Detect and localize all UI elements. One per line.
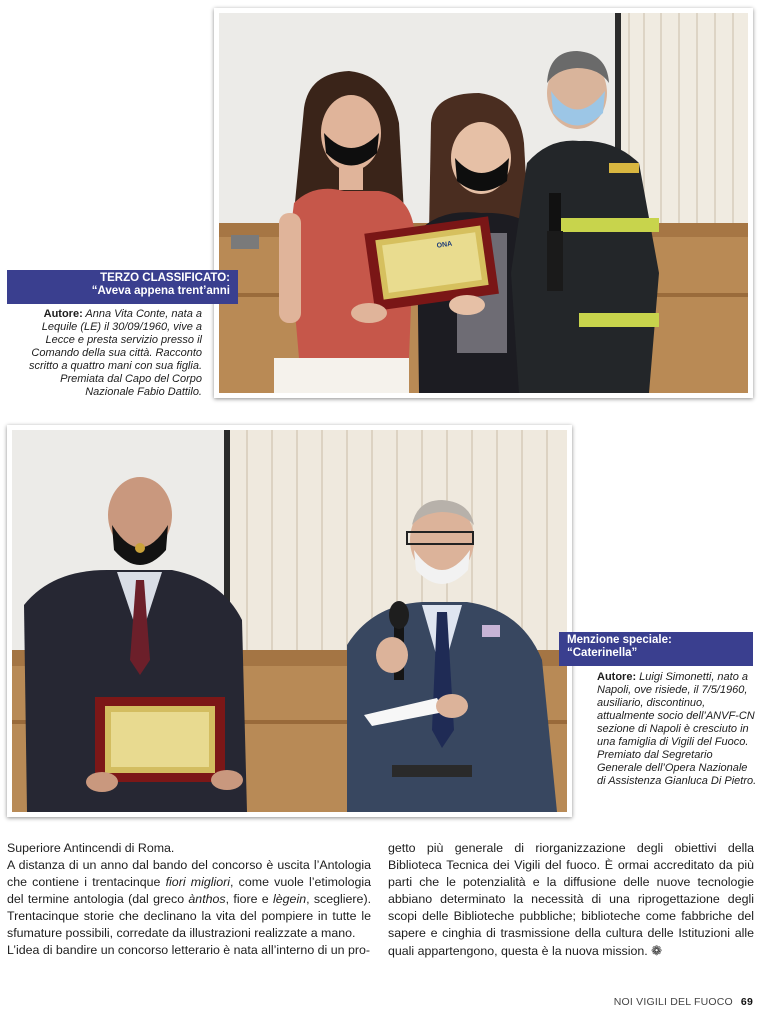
col1-p2-text-a: A distanza di un anno dal bando del concorso è uscita l’Antologia che contiene i trentacinque <box>7 858 371 889</box>
col1-p2-em-anthos: ànthos <box>188 892 226 906</box>
col1-p2-text-c: , fiore e <box>225 892 274 906</box>
caption-1-body: Anna Vita Conte, nata a Lequile (LE) il 30/09/1960, vive a Lecce e presta servizio presso il Comando della sua città. Racconto scritto a quattro mani con sua figlia. Premiata dal Capo del Corpo Nazionale Fabio Dattilo. <box>28 308 202 398</box>
col1-p2-text-b: , come vuole l’etimologia del termine antologia (dal greco <box>7 875 371 906</box>
photo-special-mention <box>7 425 572 817</box>
col1-paragraph-2 <box>7 857 371 942</box>
col2-paragraph-1 <box>388 840 754 960</box>
photo-award-third-place <box>214 8 753 398</box>
caption-1-author-label: Autore: <box>43 308 83 320</box>
col2-text: getto più generale di riorganizzazione degli obiettivi della Biblioteca Tecnica dei Vigili del fuoco. È ormai accreditato da più parti che le potenzialità e la diffusione delle nuove tecnologie abbiano determinato la necessità di una riprogettazione degli scopi delle Biblioteche pubbliche; biblioteche come fabbriche del sapere e cinghia di trasmissione della cultura delle Istituzioni alle quali appartengono, questa è la nuova mission. <box>388 841 754 958</box>
plaque-logo-text: ONA <box>436 240 453 250</box>
photo-2-illustration <box>12 430 567 812</box>
magazine-name: NOI VIGILI DEL FUOCO <box>613 996 733 1008</box>
page-number: 69 <box>740 996 753 1008</box>
col1-p2-em-fiori: fiori migliori <box>165 875 231 889</box>
article-column-1 <box>7 840 371 959</box>
caption-2-author-label: Autore: <box>597 671 637 683</box>
caption-2-body: Luigi Simonetti, nato a Napoli, ove risiede, il 7/5/1960, ausiliario, discontinuo, attualmente socio dell’ANVF-CN sezione di Napoli è cresciuto in una famiglia di Vigili del Fuoco. Premiato dal Segretario Generale dell’Opera Nazionale di Assistenza Gianluca Di Pietro. <box>597 671 757 787</box>
caption-1-title-line1: TERZO CLASSIFICATO: <box>100 272 230 284</box>
caption-2-title-line2: “Caterinella” <box>567 647 638 659</box>
col1-paragraph-1: Superiore Antincendi di Roma. <box>7 841 175 855</box>
col1-paragraph-3: L’idea di bandire un concorso letterario è nata all’interno di un pro- <box>7 943 371 957</box>
col1-p2-em-legein: lègein <box>273 892 307 906</box>
caption-1-title-line2: “Aveva appena trent’anni <box>91 285 230 297</box>
caption-2-text <box>597 671 757 788</box>
caption-1-text <box>10 308 202 399</box>
caption-2-title-box <box>559 632 753 666</box>
col1-p2-text-d: , scegliere). Trentacinque storie che declinano la vita del pompiere in tutte le sfumature possibili, corredate da illustrazioni realizzate a mano. <box>7 892 372 940</box>
article-column-2 <box>388 840 754 960</box>
caption-1-title-box <box>7 270 238 304</box>
page-footer <box>614 996 753 1008</box>
end-mark-icon: ❁ <box>651 943 663 958</box>
photo-1-illustration <box>219 13 748 393</box>
caption-2-title-line1: Menzione speciale: <box>567 634 672 646</box>
